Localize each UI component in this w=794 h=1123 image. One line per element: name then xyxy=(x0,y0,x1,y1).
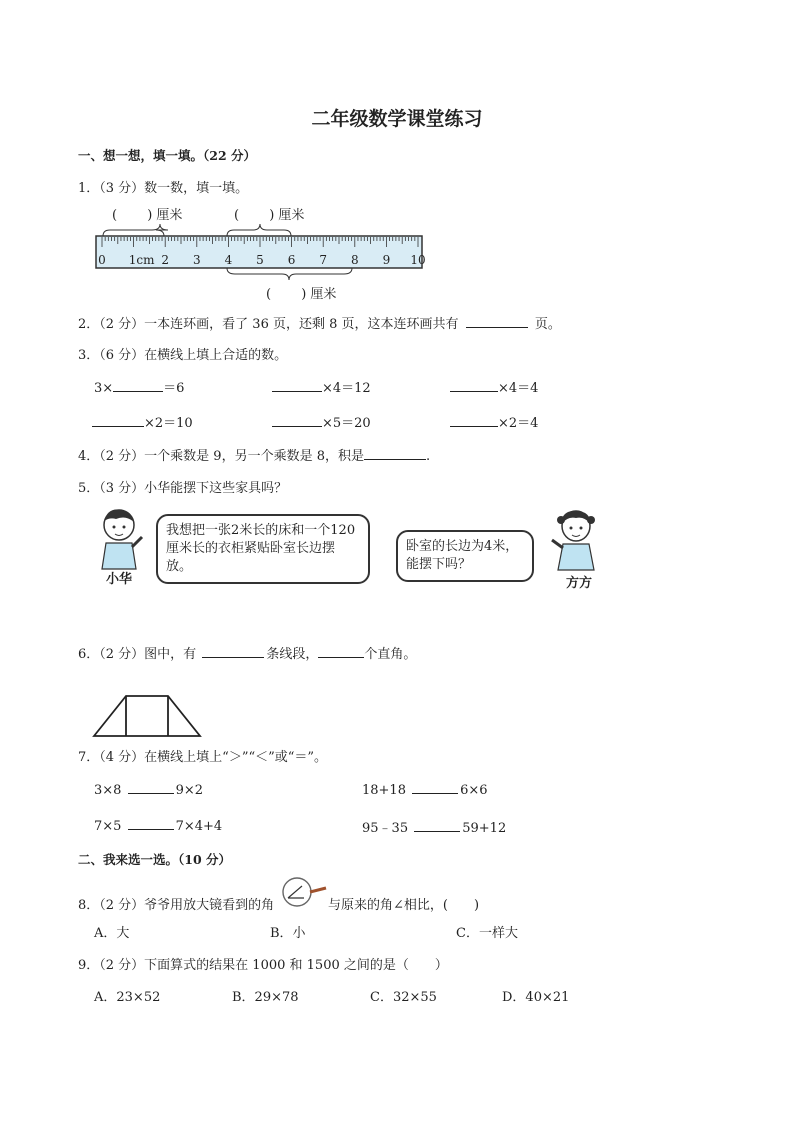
question-5-text: 5．（3 分）小华能摆下这些家具吗？ xyxy=(78,481,288,496)
ruler-label: 4 xyxy=(224,253,233,267)
q7-blank-1[interactable] xyxy=(128,781,174,794)
q6-text-b: 条线段， xyxy=(266,647,319,662)
q1-paren-1: ( ) 厘米 xyxy=(112,208,183,223)
q6-text-a: 6．（2 分）图中，有 xyxy=(78,647,197,662)
ruler-label: 8 xyxy=(350,253,359,267)
section-1-heading: 一、想一想，填一填。（22 分） xyxy=(78,148,256,163)
question-7-text: 7．（4 分）在横线上填上“＞”“＜”或“＝”。 xyxy=(78,750,328,765)
ruler-label: 10 xyxy=(410,253,426,267)
question-1-text: 1．（3 分）数一数，填一填。 xyxy=(78,181,249,196)
q7-item-2 xyxy=(362,781,488,798)
q9-option-d[interactable]: D．40×21 xyxy=(502,990,570,1005)
trapezoid-figure xyxy=(92,692,204,740)
q3-item-4 xyxy=(92,412,193,431)
q9-option-c[interactable]: C．32×55 xyxy=(370,990,437,1005)
q8-text-b: 与原来的角∠相比，( ) xyxy=(328,898,480,913)
speech-bubble-left: 我想把一张2米长的床和一个120厘米长的衣柜紧贴卧室长边摆放。 xyxy=(156,514,370,584)
q3-item-2-post: ×4＝12 xyxy=(322,381,371,396)
q7-item-4-left: 95﹣35 xyxy=(362,821,409,836)
question-6 xyxy=(78,643,416,662)
q7-blank-2[interactable] xyxy=(412,781,458,794)
q8-option-a[interactable]: A．大 xyxy=(94,926,130,941)
q9-option-b[interactable]: B．29×78 xyxy=(232,990,299,1005)
ruler-label: 1cm xyxy=(128,253,155,267)
question-3-text: 3．（6 分）在横线上填上合适的数。 xyxy=(78,348,288,363)
q3-item-5-post: ×5＝20 xyxy=(322,416,371,431)
q9-option-a[interactable]: A．23×52 xyxy=(94,990,161,1005)
q3-blank-3[interactable] xyxy=(450,379,498,392)
q3-item-3 xyxy=(450,377,538,396)
page-title: 二年级数学课堂练习 xyxy=(311,108,483,130)
question-4 xyxy=(78,445,430,464)
q6-text-c: 个直角。 xyxy=(364,647,417,662)
q2-text-a: 2．（2 分）一本连环画，看了 36 页，还剩 8 页，这本连环画共有 xyxy=(78,317,459,332)
section-2-heading: 二、我来选一选。（10 分） xyxy=(78,852,231,867)
ruler-label: 7 xyxy=(319,253,328,267)
ruler-label: 6 xyxy=(287,253,296,267)
brace-4-8 xyxy=(227,268,352,280)
q3-blank-2[interactable] xyxy=(272,379,322,392)
q2-text-b: 页。 xyxy=(534,317,561,332)
q7-item-2-right: 6×6 xyxy=(460,783,488,798)
girl-illustration xyxy=(548,508,608,578)
boy-name: 小华 xyxy=(106,572,133,587)
ruler-figure xyxy=(90,222,430,302)
question-9-text: 9．（2 分）下面算式的结果在 1000 和 1500 之间的是（ ） xyxy=(78,958,448,973)
q6-blank-2[interactable] xyxy=(318,645,364,658)
ruler-label: 3 xyxy=(192,253,201,267)
q3-item-5 xyxy=(272,412,371,431)
brace-0-2 xyxy=(103,224,168,236)
ruler-label: 9 xyxy=(382,253,391,267)
q3-item-3-post: ×4＝4 xyxy=(498,381,539,396)
q8-option-c[interactable]: C．一样大 xyxy=(456,926,518,941)
ruler-label: 0 xyxy=(98,253,106,267)
q7-item-4 xyxy=(362,817,506,836)
q7-item-3 xyxy=(94,817,222,834)
q7-item-1 xyxy=(94,781,203,798)
q3-blank-1[interactable] xyxy=(113,379,163,392)
q6-blank-1[interactable] xyxy=(202,645,264,658)
q4-answer-blank[interactable] xyxy=(364,447,426,460)
q8-option-b[interactable]: B．小 xyxy=(270,926,306,941)
q3-blank-4[interactable] xyxy=(92,414,144,427)
magnifier-angle-icon xyxy=(280,874,328,912)
q7-blank-3[interactable] xyxy=(128,817,174,830)
q3-item-1-post: ＝6 xyxy=(163,381,185,396)
speech-bubble-right: 卧室的长边为4米，能摆下吗？ xyxy=(396,530,534,582)
q3-item-6-post: ×2＝4 xyxy=(498,416,539,431)
q7-item-3-left: 7×5 xyxy=(94,819,122,834)
q1-paren-3: ( ) 厘米 xyxy=(266,287,337,302)
q7-item-3-right: 7×4+4 xyxy=(175,819,223,834)
q3-item-4-post: ×2＝10 xyxy=(144,416,193,431)
q8-text-a: 8．（2 分）爷爷用放大镜看到的角 xyxy=(78,898,275,913)
q7-item-4-right: 59+12 xyxy=(462,821,507,836)
question-8 xyxy=(78,894,274,913)
girl-name: 方方 xyxy=(566,576,593,591)
q7-item-2-left: 18+18 xyxy=(362,783,406,798)
q3-item-6 xyxy=(450,412,538,431)
q4-text-b: . xyxy=(425,449,431,464)
ruler-label: 5 xyxy=(256,253,264,267)
q4-text-a: 4．（2 分）一个乘数是 9，另一个乘数是 8，积是 xyxy=(78,449,364,464)
boy-illustration xyxy=(96,507,146,577)
q3-item-1-pre: 3× xyxy=(94,381,114,396)
q1-paren-2: ( ) 厘米 xyxy=(234,208,305,223)
q7-item-1-right: 9×2 xyxy=(175,783,204,798)
q7-item-1-left: 3×8 xyxy=(94,783,122,798)
q3-blank-6[interactable] xyxy=(450,414,498,427)
q3-item-2 xyxy=(272,377,371,396)
q3-blank-5[interactable] xyxy=(272,414,322,427)
q2-answer-blank[interactable] xyxy=(466,315,528,328)
brace-4-6 xyxy=(227,224,291,236)
q7-blank-4[interactable] xyxy=(414,819,460,832)
ruler-label: 2 xyxy=(161,253,170,267)
question-2 xyxy=(78,313,561,332)
q3-item-1 xyxy=(94,377,184,396)
